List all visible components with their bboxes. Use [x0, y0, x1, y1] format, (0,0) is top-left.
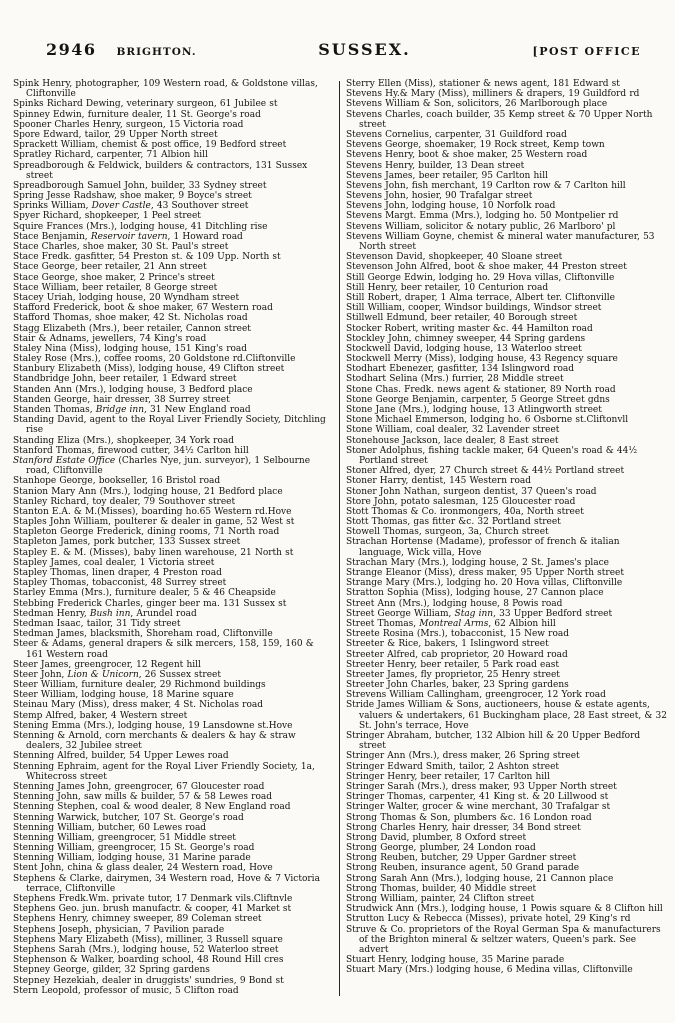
directory-entry: Stedman Henry, Bush inn, Arundel road	[13, 608, 197, 619]
directory-entry: Stanbury Elizabeth (Miss), lodging house, 49 Clifton street	[13, 364, 285, 375]
directory-entry: Stevens Henry, builder, 13 Dean street	[346, 160, 525, 171]
directory-entry: Stanhope George, bookseller, 16 Bristol road	[13, 476, 221, 487]
directory-columns	[13, 79, 667, 996]
directory-entry: Steer James, greengrocer, 12 Regent hill	[13, 659, 201, 670]
directory-entry: Stanford Thomas, firewood cutter, 34½ Carlton hill	[13, 445, 249, 456]
directory-entry: Street George William, Stag inn, 33 Upper Bedford street	[346, 608, 613, 619]
directory-entry: Stratton Sophia (Miss), lodging house, 27 Cannon place	[346, 588, 604, 599]
directory-entry: Stephens Mary Elizabeth (Miss), milliner, 3 Russell square	[13, 934, 283, 945]
directory-entry: Stenning John, saw mills & builder, 57 & 58 Lewes road	[13, 792, 273, 803]
directory-entry: Stanton E.A. & M.(Misses), boarding ho.65 Western rd.Hove	[13, 506, 292, 517]
directory-entry: Strong Thomas & Son, plumbers &c. 16 London road	[346, 812, 592, 823]
directory-entry: Stapley E. & M. (Misses), baby linen warehouse, 21 North st	[13, 547, 294, 558]
directory-entry: Stanion Mary Ann (Mrs.), lodging house, 21 Bedford place	[13, 486, 283, 497]
directory-entry: Stephens Joseph, physician, 7 Pavilion parade	[13, 924, 225, 935]
directory-entry: Strong George, plumber, 24 London road	[346, 843, 536, 854]
directory-entry: Stenning William, greengrocer, 51 Middle street	[13, 832, 236, 843]
directory-entry: Stent John, china & glass dealer, 24 Western road, Hove	[13, 863, 273, 874]
directory-entry: Stevens John, fish merchant, 19 Carlton row & 7 Carlton hill	[346, 180, 626, 191]
directory-entry: Stone George Benjamin, carpenter, 5 George Street gdns	[346, 394, 610, 405]
directory-entry: Stride James William & Sons, auctioneers, house & estate agents, valuers & undertakers, 61 Buckingham place, 28 East street, & 32 St. John's terrace, Hove	[346, 700, 667, 731]
directory-entry: Strong Reuben, insurance agent, 50 Grand parade	[346, 863, 580, 874]
directory-entry: Stapleton James, pork butcher, 133 Sussex street	[13, 537, 241, 548]
directory-entry: Still George Edwin, lodging ho. 29 Hova villas, Cliftonville	[346, 272, 615, 283]
directory-entry: Stevens Margt. Emma (Mrs.), lodging ho. 50 Montpelier rd	[346, 211, 619, 222]
directory-entry: Stringer Thomas, carpenter, 41 King st. & 20 Lillwood st	[346, 792, 609, 803]
directory-entry: Strachan Mary (Mrs.), lodging house, 2 St. James's place	[346, 557, 609, 568]
directory-entry: Stace Fredk. gasfitter, 54 Preston st. & 109 Upp. North st	[13, 252, 281, 263]
directory-entry: Stocker Robert, writing master &c. 44 Hamilton road	[346, 323, 593, 334]
directory-entry: Spyer Richard, shopkeeper, 1 Peel street	[13, 211, 201, 222]
directory-entry: Spinks Richard Dewing, veterinary surgeon, 61 Jubilee st	[13, 99, 278, 110]
directory-entry: Standing David, agent to the Royal Liver Friendly Society, Ditchling rise	[13, 415, 326, 436]
directory-entry: Stafford Thomas, shoe maker, 42 St. Nicholas road	[13, 313, 248, 324]
directory-entry: Stockwell David, lodging house, 13 Waterloo street	[346, 343, 582, 354]
directory-entry: Strong Charles Henry, hair dresser, 34 Bond street	[346, 822, 581, 833]
directory-entry: Stace Benjamin, Reservoir tavern, 1 Howard road	[13, 231, 243, 242]
directory-entry: Strong Sarah Ann (Mrs.), lodging house, 21 Cannon place	[346, 873, 614, 884]
directory-entry: Strange Mary (Mrs.), lodging ho. 20 Hova villas, Cliftonville	[346, 578, 623, 589]
directory-entry: Stafford Frederick, boot & shoe maker, 67 Western road	[13, 303, 273, 314]
directory-entry: Spinney Edwin, furniture dealer, 11 St. George's road	[13, 109, 261, 120]
directory-entry: Stillwell Edmund, beer retailer, 40 Borough street	[346, 313, 578, 324]
directory-entry: Streeter Henry, beer retailer, 5 Park road east	[346, 659, 559, 670]
directory-entry: Stowell Thomas, surgeon, 3a, Church street	[346, 527, 549, 538]
directory-entry: Strange Eleanor (Miss), dress maker, 95 Upper North street	[346, 568, 624, 578]
directory-entry: Streete Rosina (Mrs.), tobacconist, 15 New road	[346, 629, 570, 640]
directory-entry: Standbridge John, beer retailer, 1 Edward street	[13, 374, 237, 385]
directory-entry: Stapley Thomas, tobacconist, 48 Surrey street	[13, 578, 227, 589]
directory-entry: Standing Eliza (Mrs.), shopkeeper, 34 York road	[13, 435, 235, 446]
directory-entry: Sterry Ellen (Miss), stationer & news agent, 181 Edward st	[346, 79, 620, 89]
directory-entry: Stepney Hezekiah, dealer in druggists' sundries, 9 Bond st	[13, 975, 284, 986]
running-head-directory: [POST OFFICE	[532, 45, 641, 58]
directory-entry: Stevenson David, shopkeeper, 40 Sloane street	[346, 252, 563, 263]
directory-entry: Strutton Lucy & Rebecca (Misses), private hotel, 29 King's rd	[346, 914, 631, 925]
directory-entry: Stevens Cornelius, carpenter, 31 Guildford road	[346, 129, 567, 140]
directory-entry: Stuart Henry, lodging house, 35 Marine parade	[346, 955, 565, 966]
directory-entry: Steer John, Lion & Unicorn, 26 Sussex street	[13, 669, 221, 680]
directory-entry: Steer William, furniture dealer, 29 Richmond buildings	[13, 680, 266, 691]
directory-entry: Stone William, coal dealer, 32 Lavender street	[346, 425, 560, 436]
directory-entry: Streeter & Rice, bakers, 1 Islingword street	[346, 639, 549, 650]
directory-entry: Stace William, beer retailer, 8 George street	[13, 282, 218, 293]
directory-entry: Stern Leopold, professor of music, 5 Clifton road	[13, 985, 239, 996]
directory-entry: Stephens Geo. jun. brush manufactr. & cooper, 41 Market st	[13, 904, 292, 915]
directory-entry: Stagg Elizabeth (Mrs.), beer retailer, Cannon street	[13, 323, 251, 334]
directory-entry: Stone Chas. Fredk. news agent & stationer, 89 North road	[346, 384, 616, 395]
directory-entry: Spooner Charles Henry, surgeon, 15 Victoria road	[13, 119, 244, 130]
directory-entry: Stevens William Goyne, chemist & mineral water manufacturer, 53 North street	[346, 231, 655, 252]
directory-entry: Stott Thomas & Co. ironmongers, 40a, North street	[346, 506, 584, 517]
directory-entry: Stenning William, greengrocer, 15 St. George's road	[13, 843, 255, 854]
directory-entry: Stephens & Clarke, dairymen, 34 Western road, Hove & 7 Victoria terrace, Cliftonville	[13, 873, 320, 894]
running-head-left	[46, 40, 196, 59]
directory-entry: Strudwick Ann (Mrs.), lodging house, 1 Powis square & 8 Clifton hill	[346, 904, 663, 915]
directory-entry: Stringer Abraham, butcher, 132 Albion hill & 20 Upper Bedford street	[346, 731, 641, 752]
directory-entry: Stevens James, beer retailer, 95 Carlton hill	[346, 170, 548, 181]
directory-entry: Street Ann (Mrs.), lodging house, 8 Powis road	[346, 598, 563, 609]
directory-entry: Stringer Henry, beer retailer, 17 Carlton hill	[346, 771, 550, 782]
directory-entry: Spring Jesse Radshaw, shoe maker, 9 Boyce's street	[13, 191, 252, 202]
directory-entry: Stapley Thomas, linen draper, 4 Preston road	[13, 568, 222, 578]
directory-entry: Stenning Alfred, builder, 54 Upper Lewes road	[13, 751, 229, 762]
directory-entry: Stenning William, butcher, 60 Lewes road	[13, 822, 207, 833]
running-head-county: SUSSEX.	[318, 40, 411, 59]
directory-entry: Squire Frances (Mrs.), lodging house, 41 Ditchling rise	[13, 221, 268, 232]
directory-entry: Stening Emma (Mrs.), lodging house, 19 Lansdowne st.Hove	[13, 720, 293, 731]
directory-entry: Sprackett William, chemist & post office, 19 Bedford street	[13, 140, 287, 151]
directory-entry: Staley Nina (Miss), lodging house, 151 King's road	[13, 343, 248, 354]
directory-entry: Stenning William, lodging house, 31 Marine parade	[13, 853, 251, 864]
directory-entry: Stephenson & Walker, boarding school, 48 Round Hill cres	[13, 955, 284, 966]
directory-entry: Struve & Co. proprietors of the Royal German Spa & manufacturers of the Brighton mineral & seltzer waters, Queen's park. See advert	[346, 924, 661, 955]
directory-entry: Stoner Harry, dentist, 145 Western road	[346, 476, 532, 487]
directory-entry: Standen Ann (Mrs.), lodging house, 3 Bedford place	[13, 384, 253, 395]
directory-entry: Stodhart Ebenezer, gasfitter, 134 Islingword road	[346, 364, 575, 375]
directory-entry: Stace George, beer retailer, 21 Ann street	[13, 262, 207, 273]
directory-entry: Stonehouse Jackson, lace dealer, 8 East street	[346, 435, 559, 446]
directory-entry: Stacey Uriah, lodging house, 20 Wyndham street	[13, 292, 240, 303]
directory-entry: Stenning Warwick, butcher, 107 St. George's road	[13, 812, 244, 823]
directory-entry: Standen George, hair dresser, 38 Surrey street	[13, 394, 230, 405]
directory-entry: Stedman Isaac, tailor, 31 Tidy street	[13, 618, 181, 629]
directory-entry: Steer & Adams, general drapers & silk mercers, 158, 159, 160 & 161 Western road	[13, 639, 314, 660]
directory-entry: Stebbing Frederick Charles, ginger beer ma. 131 Sussex st	[13, 598, 287, 609]
directory-entry: Steer William, lodging house, 18 Marine square	[13, 690, 234, 701]
directory-entry: Stace Charles, shoe maker, 30 St. Paul's street	[13, 242, 229, 252]
directory-entry: Stoner Alfred, dyer, 27 Church street & 44½ Portland street	[346, 466, 625, 477]
directory-entry: Staples John William, poulterer & dealer in game, 52 West st	[13, 517, 295, 528]
directory-entry: Stevens William, solicitor & notary public, 26 Marlboro' pl	[346, 221, 616, 232]
directory-entry: Spreadborough & Feldwick, builders & contractors, 131 Sussex street	[13, 160, 308, 181]
directory-entry: Streeter John Charles, baker, 23 Spring gardens	[346, 680, 569, 691]
directory-entry: Stockley John, chimney sweeper, 44 Spring gardens	[346, 333, 586, 344]
directory-entry: Streeter Alfred, cab proprietor, 20 Howard road	[346, 649, 568, 660]
directory-entry: Stevenson John Alfred, boot & shoe maker, 44 Preston street	[346, 262, 627, 273]
directory-entry: Stevens Hy.& Mary (Miss), milliners & drapers, 19 Guildford rd	[346, 89, 640, 100]
directory-entry: Stringer Sarah (Mrs.), dress maker, 93 Upper North street	[346, 781, 617, 792]
right-column	[340, 79, 667, 996]
directory-entry: Stringer Ann (Mrs.), dress maker, 26 Spring street	[346, 751, 580, 762]
directory-entry: Strong David, plumber, 8 Oxford street	[346, 832, 527, 843]
directory-entry: Stockwell Merry (Miss), lodging house, 43 Regency square	[346, 354, 618, 365]
directory-entry: Stodhart Selina (Mrs.) furrier, 28 Middle street	[346, 374, 564, 385]
directory-entry: Steinau Mary (Miss), dress maker, 4 St. Nicholas road	[13, 700, 263, 711]
directory-entry: Stenning Stephen, coal & wood dealer, 8 New England road	[13, 802, 291, 813]
directory-entry: Stoner Adolphus, fishing tackle maker, 64 Queen's road & 44½ Portland street	[346, 445, 638, 466]
directory-entry: Staley Rose (Mrs.), coffee rooms, 20 Goldstone rd.Cliftonville	[13, 354, 296, 365]
directory-entry: Strong Reuben, butcher, 29 Upper Gardner street	[346, 853, 577, 864]
directory-entry: Stenning James John, greengrocer, 67 Gloucester road	[13, 781, 265, 792]
directory-entry: Spreadborough Samuel John, builder, 33 Sydney street	[13, 180, 267, 191]
directory-entry: Stapleton George Frederick, dining rooms, 71 North road	[13, 527, 280, 538]
directory-entry: Strevens William Callingham, greengrocer, 12 York road	[346, 690, 606, 701]
directory-entry: Stevens John, hosier, 90 Trafalgar street	[346, 191, 533, 202]
page-number: 2946	[46, 40, 97, 59]
directory-entry: Stringer Walter, grocer & wine merchant, 30 Trafalgar st	[346, 802, 611, 813]
directory-entry: Stedman James, blacksmith, Shoreham road, Cliftonville	[13, 629, 273, 640]
directory-entry: Standen Thomas, Bridge inn, 31 New England road	[13, 405, 251, 415]
directory-entry: Stapley James, coal dealer, 1 Victoria street	[13, 557, 215, 568]
directory-entry: Stephens Henry, chimney sweeper, 89 Coleman street	[13, 914, 262, 925]
directory-entry: Still Henry, beer retailer, 10 Centurion road	[346, 282, 549, 293]
directory-entry: Stair & Adnams, jewellers, 74 King's road	[13, 333, 207, 344]
directory-entry: Starley Emma (Mrs.), furniture dealer, 5 & 46 Cheapside	[13, 588, 276, 599]
left-column	[13, 79, 339, 996]
directory-entry: Still Robert, draper, 1 Alma terrace, Albert ter. Cliftonville	[346, 292, 615, 303]
directory-entry: Still William, cooper, Windsor buildings, Windsor street	[346, 303, 602, 314]
directory-entry: Stenning Ephraim, agent for the Royal Liver Friendly Society, 1a, Whitecross street	[13, 761, 315, 782]
directory-entry: Stephens Sarah (Mrs.), lodging house, 52 Waterloo street	[13, 944, 279, 955]
directory-entry: Stoner John Nathan, surgeon dentist, 37 Queen's road	[346, 486, 597, 497]
directory-entry: Strachan Hortense (Madame), professor of french & italian language, Wick villa, Hove	[346, 537, 620, 558]
directory-entry: Stevens William & Son, solicitors, 26 Marlborough place	[346, 99, 608, 110]
directory-entry: Stevens George, shoemaker, 19 Rock street, Kemp town	[346, 140, 605, 151]
directory-entry: Stace George, shoe maker, 2 Prince's street	[13, 272, 215, 283]
directory-entry: Stenning & Arnold, corn merchants & dealers & hay & straw dealers, 32 Jubilee street	[13, 731, 296, 752]
directory-entry: Stevens John, lodging house, 10 Norfolk road	[346, 201, 556, 212]
directory-entry: Strong William, painter, 24 Clifton street	[346, 894, 535, 904]
directory-entry: Stuart Mary (Mrs.) lodging house, 6 Medina villas, Cliftonville	[346, 965, 633, 976]
directory-entry: Spink Henry, photographer, 109 Western road, & Goldstone villas, Cliftonville	[13, 79, 318, 100]
directory-entry: Spore Edward, tailor, 29 Upper North street	[13, 129, 218, 140]
page-header	[0, 0, 675, 59]
running-head-town: BRIGHTON.	[116, 46, 197, 58]
directory-entry: Stevens Henry, boot & shoe maker, 25 Western road	[346, 150, 588, 161]
directory-entry: Stone Jane (Mrs.), lodging house, 13 Atlingworth street	[346, 405, 602, 415]
directory-entry: Street Thomas, Montreal Arms, 62 Albion hill	[346, 618, 556, 629]
directory-entry: Stepney George, gilder, 32 Spring gardens	[13, 965, 210, 976]
directory-entry: Stevens Charles, coach builder, 35 Kemp street & 70 Upper North street	[346, 109, 653, 130]
directory-entry: Strong Thomas, builder, 40 Middle street	[346, 883, 537, 894]
directory-entry: Sprinks William, Dover Castle, 43 Southover street	[13, 201, 249, 212]
directory-entry: Stott Thomas, gas fitter &c. 32 Portland street	[346, 517, 561, 528]
directory-entry: Stemp Alfred, baker, 4 Western street	[13, 710, 188, 721]
directory-entry: Streeter James, fly proprietor, 25 Henry street	[346, 669, 560, 680]
directory-entry: Stringer Edward Smith, tailor, 2 Ashton street	[346, 761, 560, 772]
directory-entry: Stephens Fredk.Wm. private tutor, 17 Denmark vils.Cliftnvle	[13, 894, 293, 904]
directory-entry: Store John, potato salesman, 125 Gloucester road	[346, 496, 576, 507]
directory-entry: Stanford Estate Office (Charles Nye, jun. surveyor), 1 Selbourne road, Cliftonville	[13, 455, 311, 477]
directory-entry: Spratley Richard, carpenter, 71 Albion hill	[13, 150, 208, 161]
directory-entry: Stone Michael Emmerson, lodging ho. 6 Osborne st.Cliftonvll	[346, 415, 629, 426]
directory-entry: Stanley Richard, toy dealer, 79 Southover street	[13, 496, 236, 507]
